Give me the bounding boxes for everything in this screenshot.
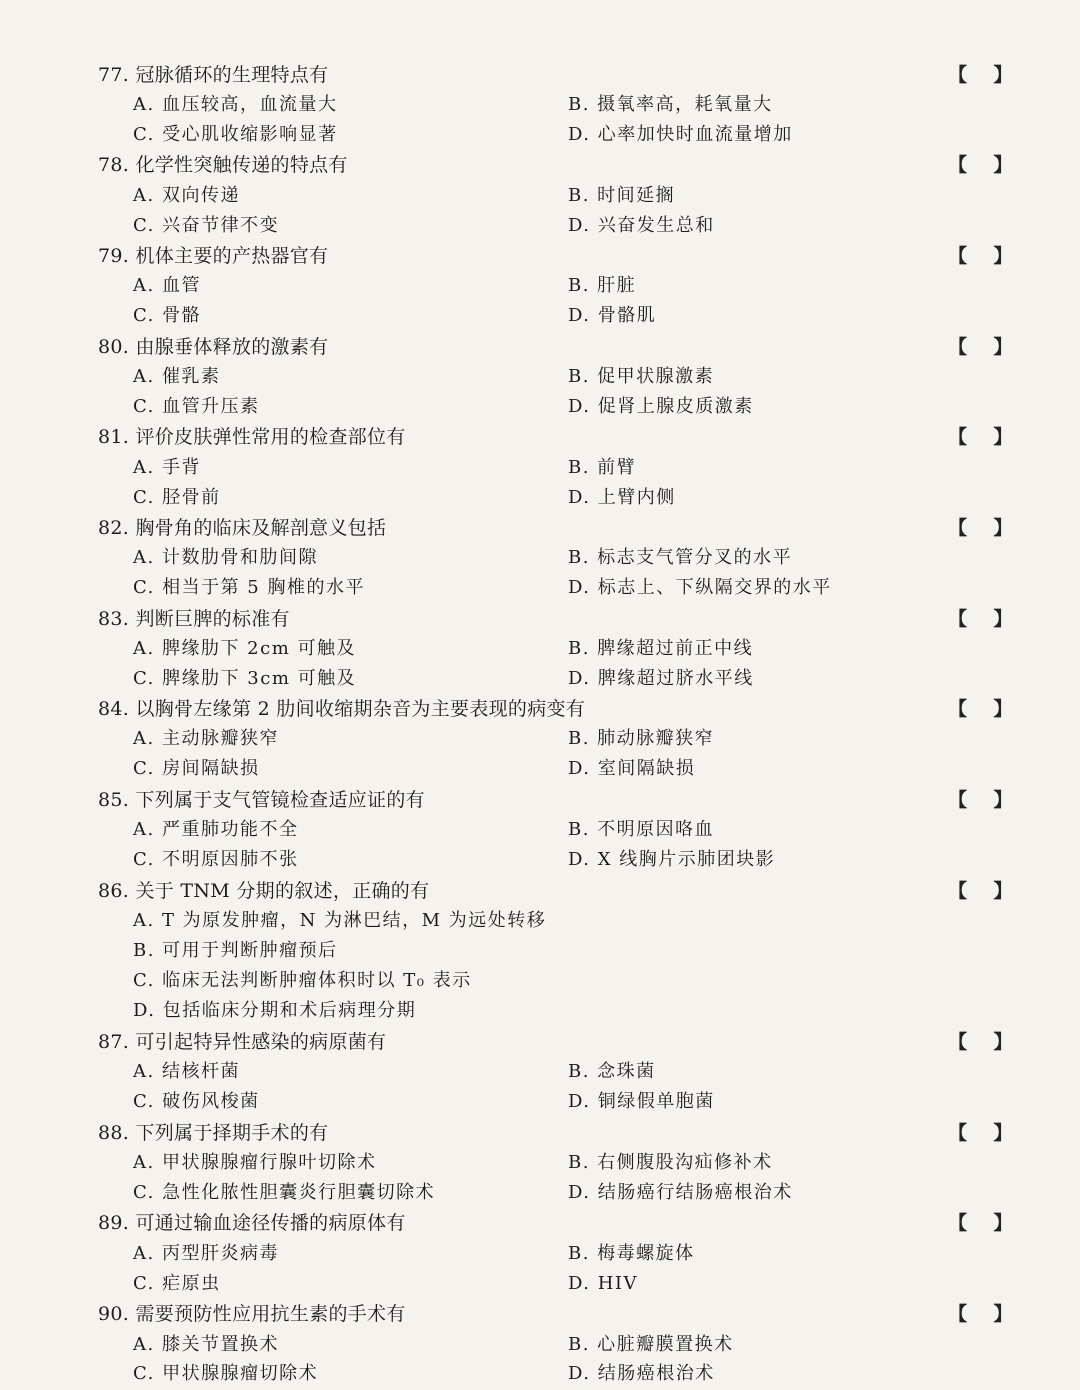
option-d: D. 兴奋发生总和 — [568, 215, 715, 236]
question-89-stem: 89. 可通过输血途径传播的病原体有 — [98, 1212, 406, 1234]
question-77-stem: 77. 冠脉循环的生理特点有 — [98, 64, 329, 86]
option-d: D. 脾缘超过脐水平线 — [568, 668, 754, 689]
question-87-stem: 87. 可引起特异性感染的病原菌有 — [98, 1031, 387, 1053]
answer-bracket: 【 】 — [948, 698, 1013, 720]
question-83-stem: 83. 判断巨脾的标准有 — [98, 608, 290, 630]
answer-bracket: 【 】 — [948, 789, 1013, 811]
option-d: D. X 线胸片示肺团块影 — [568, 849, 776, 870]
option-b: B. 时间延搁 — [568, 185, 676, 206]
answer-bracket: 【 】 — [948, 1122, 1013, 1144]
question-78-stem: 78. 化学性突触传递的特点有 — [98, 154, 348, 176]
question-86-stem: 86. 关于 TNM 分期的叙述，正确的有 — [98, 880, 430, 902]
option-a: A. 结核杆菌 — [133, 1061, 240, 1082]
option-b: B. 标志支气管分叉的水平 — [568, 547, 793, 568]
question-80-stem: 80. 由腺垂体释放的激素有 — [98, 336, 329, 358]
option-c: C. 骨骼 — [133, 305, 202, 326]
question-79-stem: 79. 机体主要的产热器官有 — [98, 245, 329, 267]
option-a: A. 丙型肝炎病毒 — [133, 1243, 279, 1264]
option-a: A. 严重肺功能不全 — [133, 819, 299, 840]
option-b: B. 右侧腹股沟疝修补术 — [568, 1152, 773, 1173]
option-d: D. 室间隔缺损 — [568, 758, 696, 779]
option-c: C. 甲状腺腺瘤切除术 — [133, 1363, 319, 1384]
question-85-stem: 85. 下列属于支气管镜检查适应证的有 — [98, 789, 425, 811]
option-d: D. 心率加快时血流量增加 — [568, 124, 793, 145]
option-d: D. 标志上、下纵隔交界的水平 — [568, 577, 832, 598]
option-a: A. T 为原发肿瘤，N 为淋巴结，M 为远处转移 — [133, 910, 547, 931]
option-a: A. 计数肋骨和肋间隙 — [133, 547, 318, 568]
option-a: A. 脾缘肋下 2cm 可触及 — [133, 638, 356, 659]
option-b: B. 促甲状腺激素 — [568, 366, 715, 387]
answer-bracket: 【 】 — [948, 426, 1013, 448]
option-a: A. 血压较高，血流量大 — [133, 94, 338, 115]
option-d: D. 包括临床分期和术后病理分期 — [133, 1000, 417, 1021]
answer-bracket: 【 】 — [948, 608, 1013, 630]
option-b: B. 肺动脉瓣狭窄 — [568, 728, 715, 749]
option-c: C. 受心肌收缩影响显著 — [133, 124, 338, 145]
option-a: A. 手背 — [133, 457, 201, 478]
option-d: D. 铜绿假单胞菌 — [568, 1091, 715, 1112]
option-c: C. 房间隔缺损 — [133, 758, 260, 779]
option-c: C. 相当于第 5 胸椎的水平 — [133, 577, 365, 598]
question-81-stem: 81. 评价皮肤弹性常用的检查部位有 — [98, 426, 406, 448]
option-a: A. 血管 — [133, 275, 201, 296]
question-82-stem: 82. 胸骨角的临床及解剖意义包括 — [98, 517, 387, 539]
answer-bracket: 【 】 — [948, 245, 1013, 267]
answer-bracket: 【 】 — [948, 1303, 1013, 1325]
option-d: D. 结肠癌行结肠癌根治术 — [568, 1182, 793, 1203]
option-b: B. 肝脏 — [568, 275, 637, 296]
option-b: B. 前臂 — [568, 457, 637, 478]
question-90-stem: 90. 需要预防性应用抗生素的手术有 — [98, 1303, 406, 1325]
option-b: B. 不明原因咯血 — [568, 819, 715, 840]
option-a: A. 甲状腺腺瘤行腺叶切除术 — [133, 1152, 377, 1173]
option-c: C. 兴奋节律不变 — [133, 215, 280, 236]
option-a: A. 催乳素 — [133, 366, 221, 387]
option-d: D. 结肠癌根治术 — [568, 1363, 715, 1384]
answer-bracket: 【 】 — [948, 880, 1013, 902]
option-d: D. 上臂内侧 — [568, 487, 676, 508]
option-b: B. 念珠菌 — [568, 1061, 656, 1082]
question-88-stem: 88. 下列属于择期手术的有 — [98, 1122, 329, 1144]
option-d: D. 促肾上腺皮质激素 — [568, 396, 754, 417]
option-c: C. 血管升压素 — [133, 396, 260, 417]
question-84-stem: 84. 以胸骨左缘第 2 肋间收缩期杂音为主要表现的病变有 — [98, 698, 586, 720]
option-b: B. 梅毒螺旋体 — [568, 1243, 695, 1264]
option-a: A. 双向传递 — [133, 185, 240, 206]
option-c: C. 临床无法判断肿瘤体积时以 T₀ 表示 — [133, 970, 472, 991]
option-b: B. 脾缘超过前正中线 — [568, 638, 754, 659]
option-c: C. 疟原虫 — [133, 1273, 221, 1294]
option-a: A. 膝关节置换术 — [133, 1334, 279, 1355]
option-c: C. 急性化脓性胆囊炎行胆囊切除术 — [133, 1182, 436, 1203]
answer-bracket: 【 】 — [948, 1031, 1013, 1053]
answer-bracket: 【 】 — [948, 336, 1013, 358]
option-a: A. 主动脉瓣狭窄 — [133, 728, 279, 749]
answer-bracket: 【 】 — [948, 64, 1013, 86]
option-c: C. 不明原因肺不张 — [133, 849, 299, 870]
option-d: D. HIV — [568, 1273, 639, 1294]
option-b: B. 摄氧率高，耗氧量大 — [568, 94, 773, 115]
option-b: B. 心脏瓣膜置换术 — [568, 1334, 734, 1355]
option-d: D. 骨骼肌 — [568, 305, 657, 326]
option-c: C. 脾缘肋下 3cm 可触及 — [133, 668, 357, 689]
answer-bracket: 【 】 — [948, 154, 1013, 176]
option-c: C. 胫骨前 — [133, 487, 221, 508]
option-b: B. 可用于判断肿瘤预后 — [133, 940, 338, 961]
answer-bracket: 【 】 — [948, 517, 1013, 539]
option-c: C. 破伤风梭菌 — [133, 1091, 260, 1112]
answer-bracket: 【 】 — [948, 1212, 1013, 1234]
